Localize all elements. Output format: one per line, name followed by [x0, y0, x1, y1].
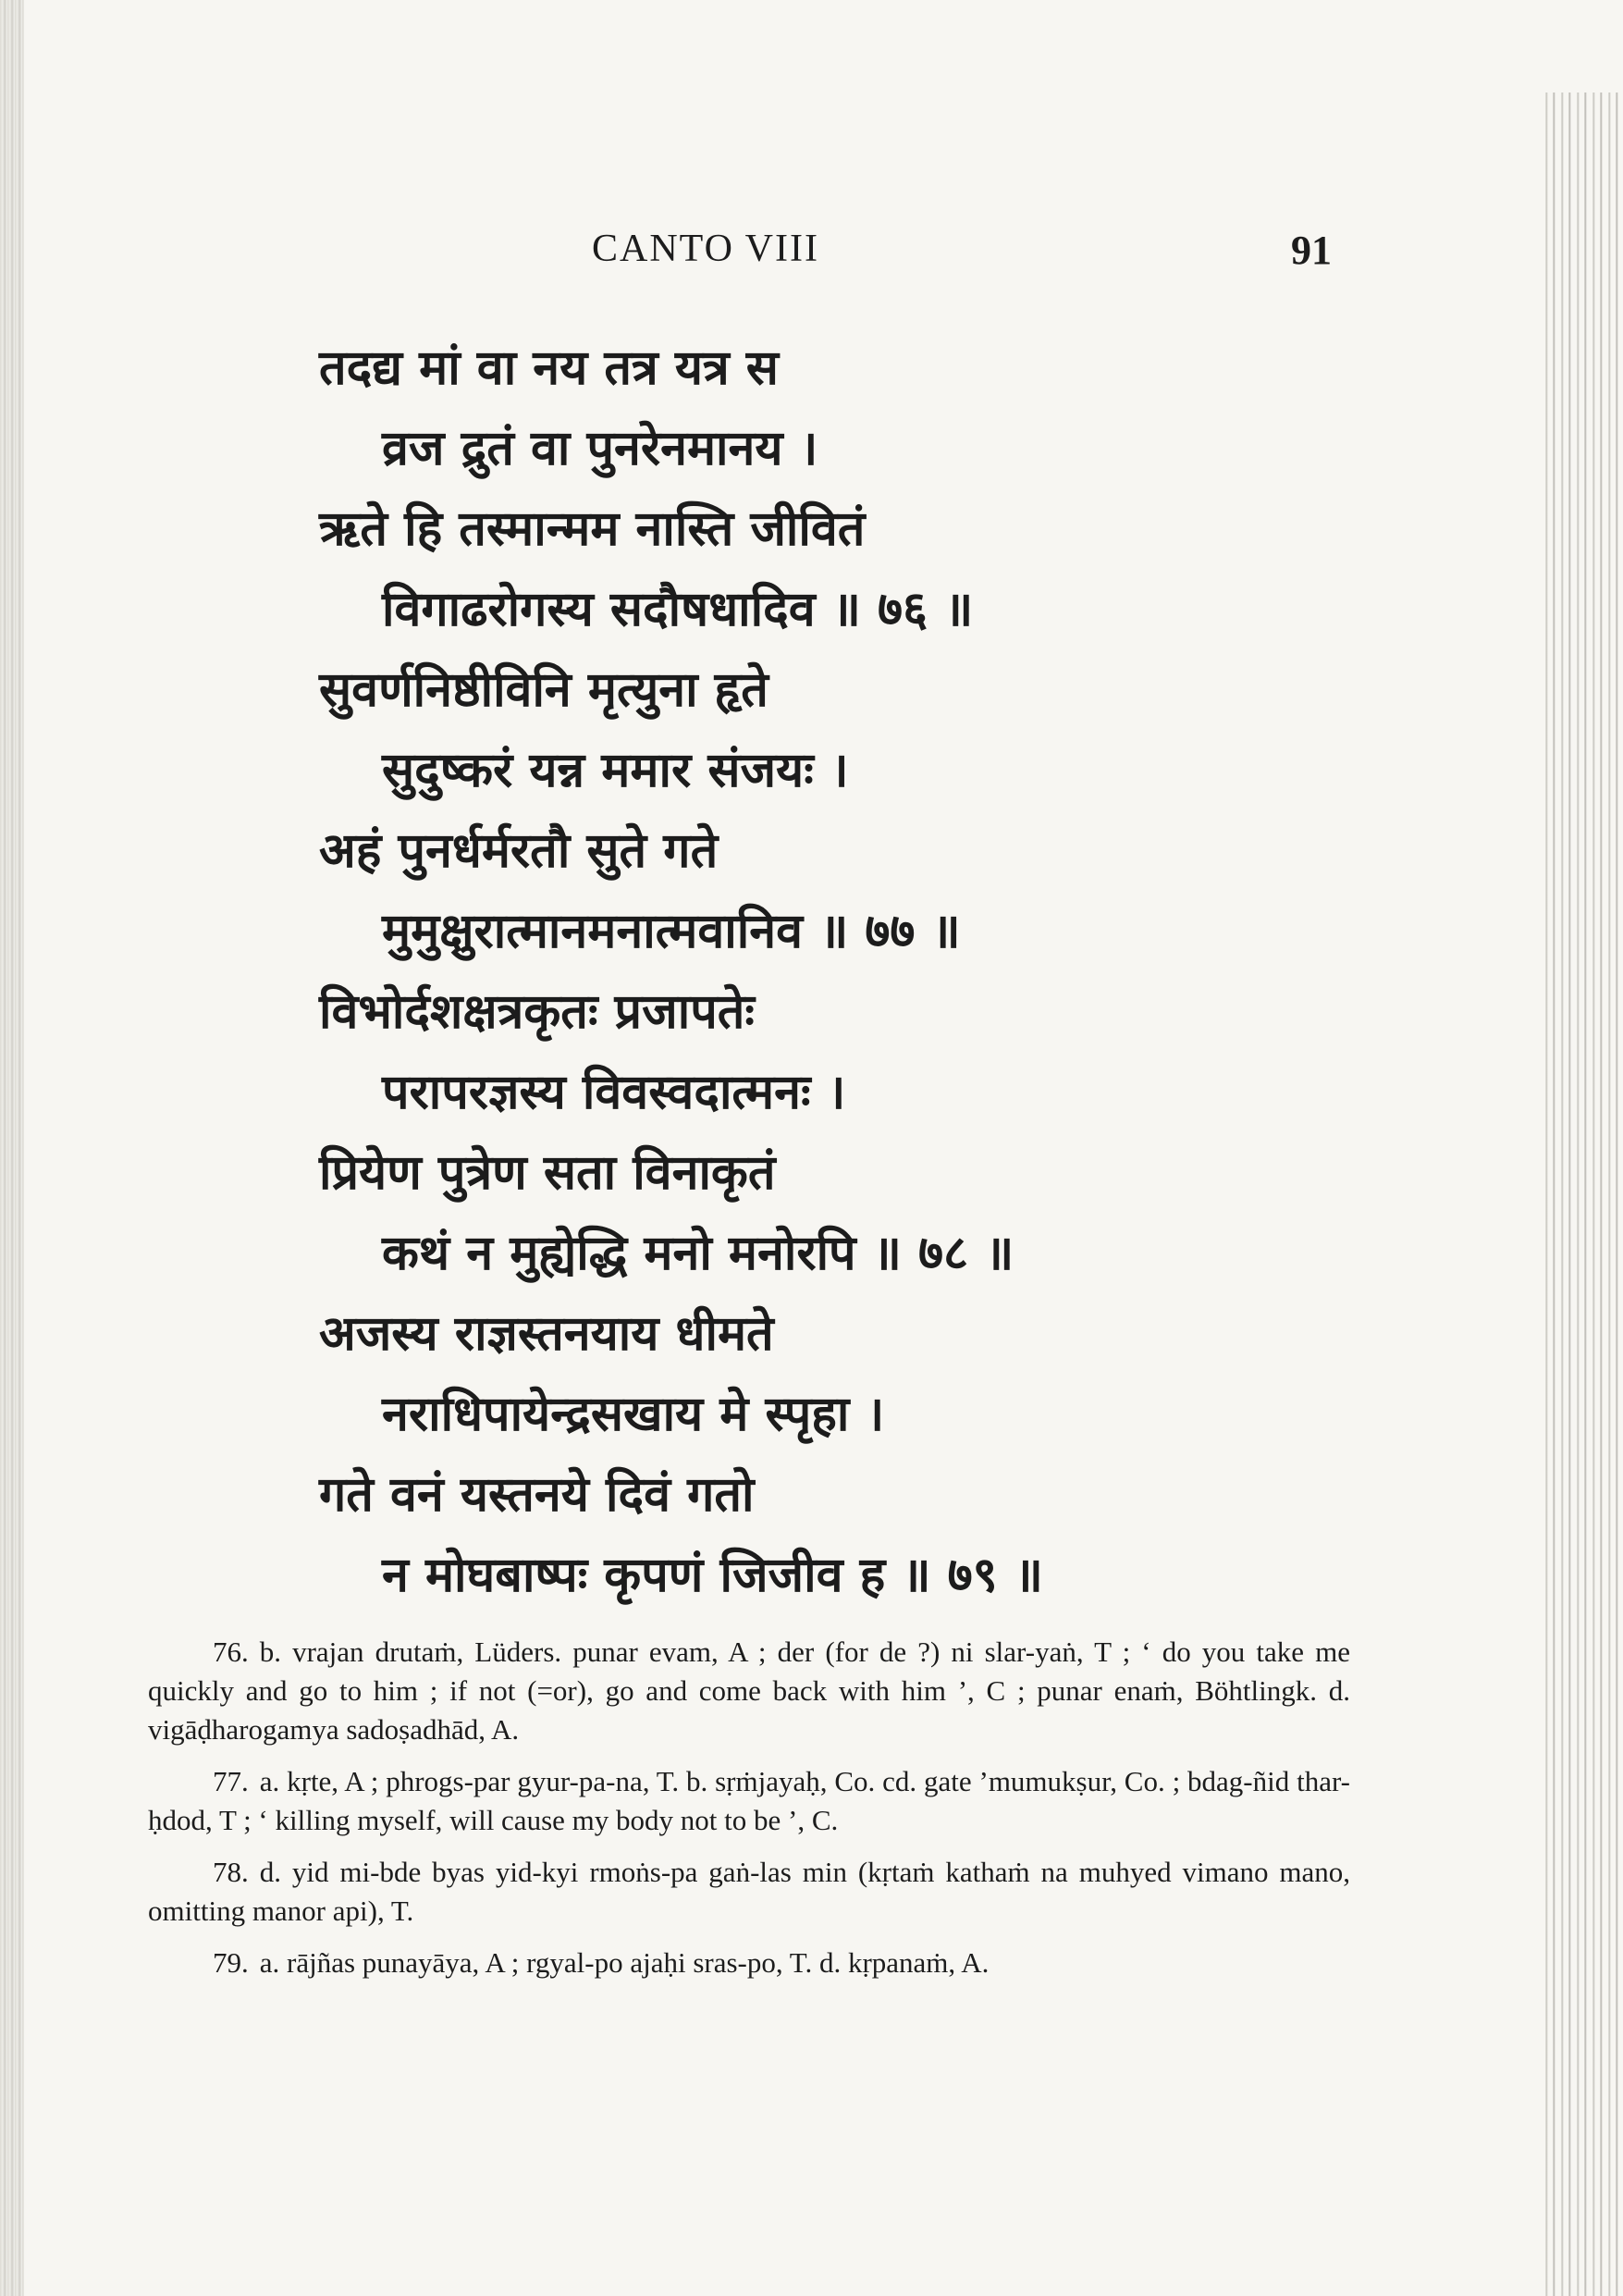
verse-line: न मोघबाष्पः कृपणं जिजीव ह ॥ ७९ ॥ [382, 1548, 1043, 1603]
footnote-number: 78. [213, 1856, 249, 1888]
verse-block [319, 328, 1151, 1616]
scan-left-edge [0, 0, 24, 2296]
verse-line: ऋते हि तस्मान्मम नास्ति जीवितं [319, 501, 866, 557]
footnote-text: b. vrajan drutaṁ, Lüders. punar evam, A ; der (for de ?) ni slar-yaṅ, T ; ‘ do you take me quickly and go to him ; if not (=or), go and come back with him ’, C ; punar enaṁ, Böhtlingk. d. vigāḍharogamya sadoṣadhād, A. [148, 1636, 1350, 1746]
footnote-text: a. rājñas punayāya, A ; rgyal-po ajaḥi sras-po, T. d. kṛpanaṁ, A. [259, 1946, 990, 1979]
page-header [573, 227, 1332, 282]
footnote-number: 79. [213, 1946, 249, 1979]
verse-line: विगाढरोगस्य सदौषधादिव ॥ ७६ ॥ [382, 582, 974, 637]
footnote-number: 76. [213, 1636, 249, 1668]
verse-line: सुवर्णनिष्ठीविनि मृत्युना हृते [319, 662, 768, 718]
verse-line: परापरज्ञस्य विवस्वदात्मनः । [382, 1065, 846, 1120]
verse-line: सुदुष्करं यन्न ममार संजयः । [382, 743, 849, 798]
verse-line: मुमुक्षुरात्मानमनात्मवानिव ॥ ७७ ॥ [382, 904, 961, 959]
footnote-number: 77. [213, 1765, 249, 1797]
verse-line: विभोर्दशक्षत्रकृतः प्रजापतेः [319, 984, 755, 1040]
scan-right-edge [1540, 93, 1623, 2296]
running-title: CANTO VIII [592, 228, 819, 270]
footnote [148, 1944, 1350, 1982]
footnotes [148, 1633, 1350, 1995]
footnote-text: d. yid mi-bde byas yid-kyi rmoṅs-pa gaṅ-las min (kṛtaṁ kathaṁ na muhyed vimano mano, omitting manor api), T. [148, 1856, 1350, 1927]
footnote [148, 1633, 1350, 1749]
verse-line: व्रज द्रुतं वा पुनरेनमानय । [382, 421, 818, 476]
verse-line: प्रियेण पुत्रेण सता विनाकृतं [319, 1145, 776, 1201]
footnote-text: a. kṛte, A ; phrogs-par gyur-pa-na, T. b. sṛṁjayaḥ, Co. cd. gate ’mumukṣur, Co. ; bdag-ñid thar-ḥdod, T ; ‘ killing myself, will cause my body not to be ’, C. [148, 1765, 1350, 1836]
footnote [148, 1762, 1350, 1840]
verse-line: तदद्य मां वा नय तत्र यत्र स [319, 340, 779, 396]
verse-line: अजस्य राज्ञस्तनयाय धीमते [319, 1306, 774, 1362]
verse-line: नराधिपायेन्द्रसखाय मे स्पृहा । [382, 1387, 885, 1442]
verse-line: अहं पुनर्धर्मरतौ सुते गते [319, 823, 719, 879]
verse-line: गते वनं यस्तनये दिवं गतो [319, 1467, 755, 1523]
footnote [148, 1853, 1350, 1931]
verse-line: कथं न मुह्येद्धि मनो मनोरपि ॥ ७८ ॥ [382, 1226, 1014, 1281]
page-number: 91 [1291, 228, 1332, 273]
